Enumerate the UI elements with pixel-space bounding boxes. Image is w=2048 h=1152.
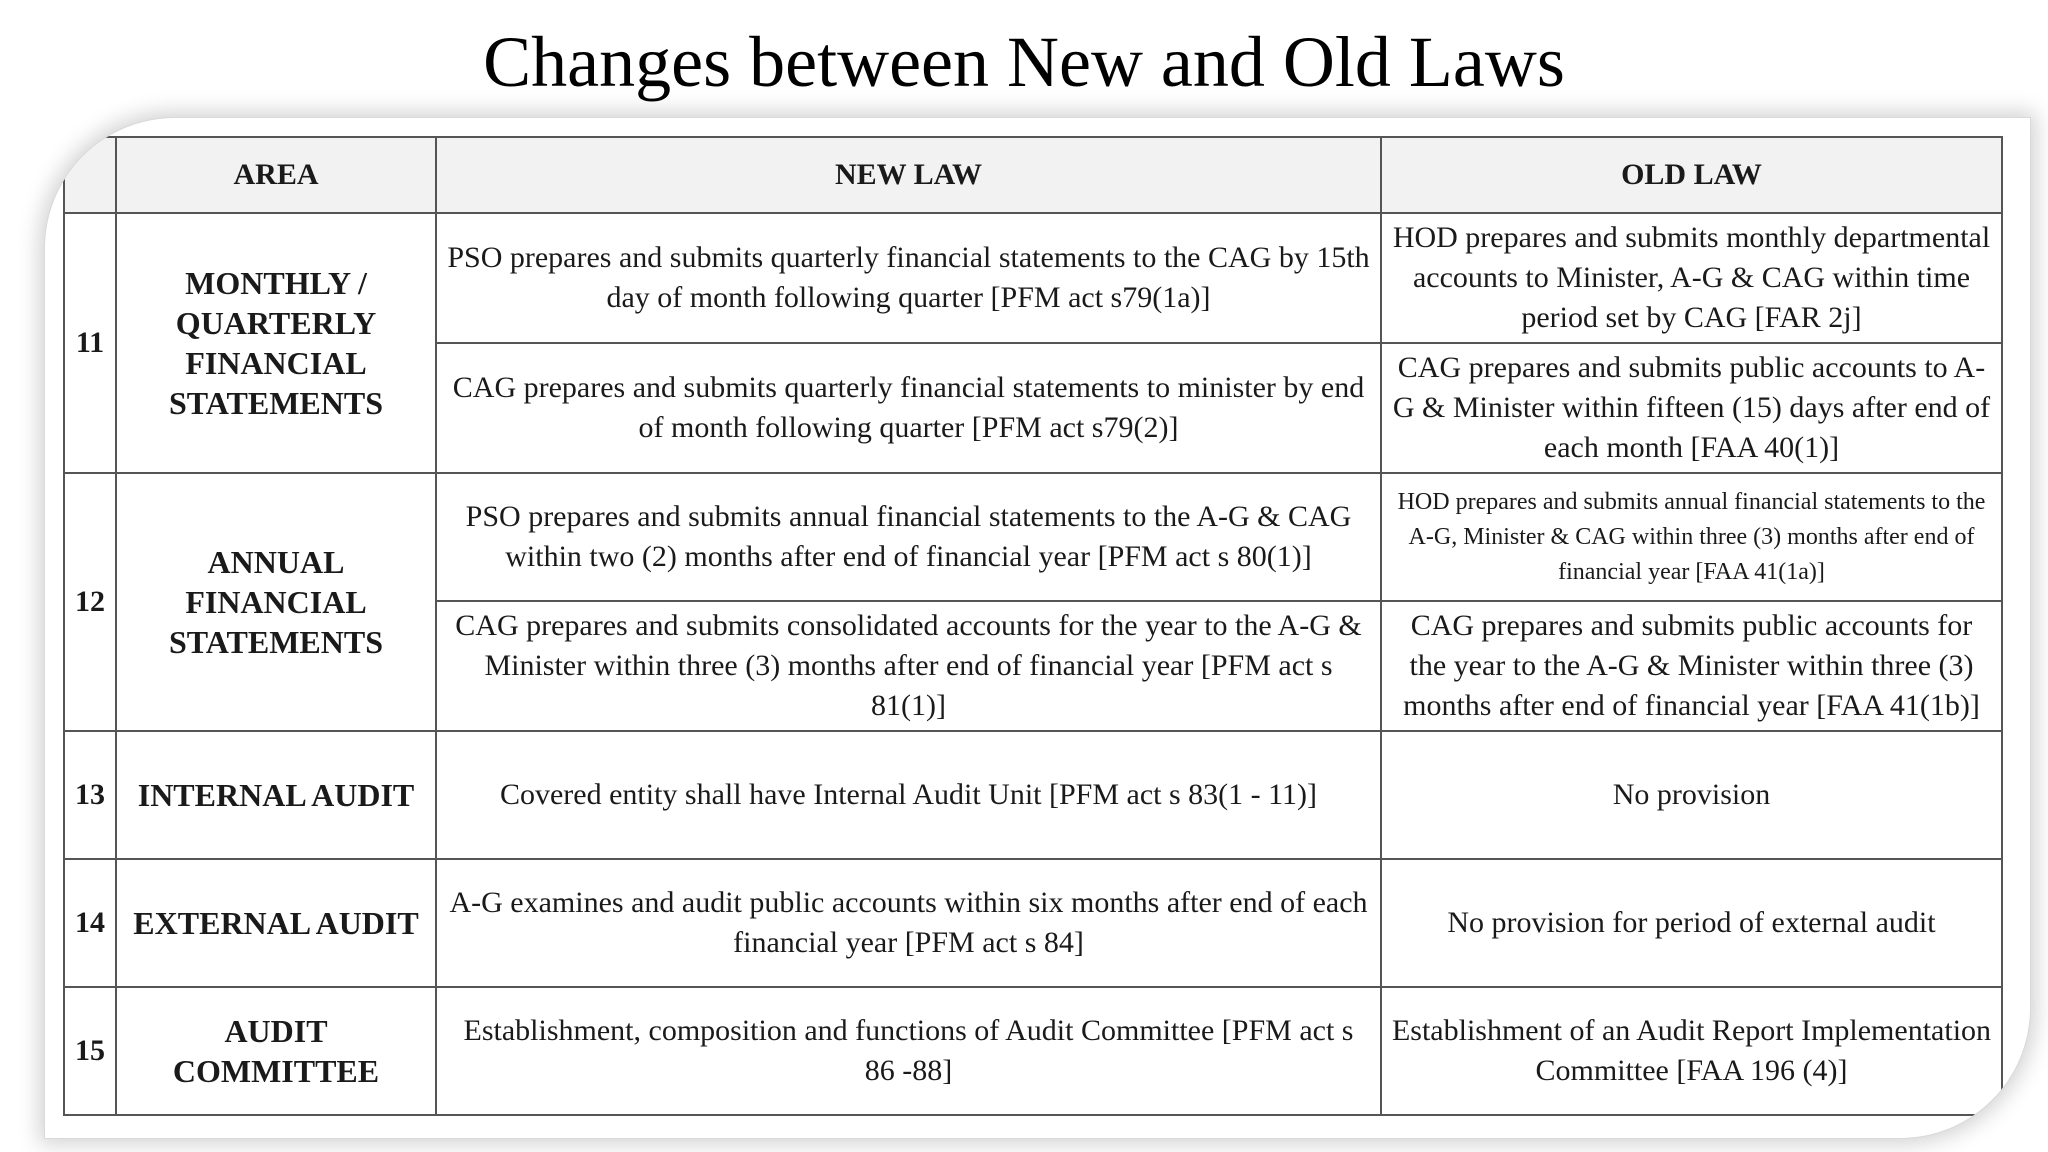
- old-law-cell: Establishment of an Audit Report Implementation Committee [FAA 196 (4)]: [1381, 987, 2002, 1115]
- row-area: MONTHLY / QUARTERLY FINANCIAL STATEMENTS: [116, 213, 436, 473]
- table-frame: [45, 118, 2030, 1138]
- old-law-cell: CAG prepares and submits public accounts to A-G & Minister within fifteen (15) days after end of each month [FAA 40(1)]: [1381, 343, 2002, 473]
- row-area: AUDIT COMMITTEE: [116, 987, 436, 1115]
- old-law-cell: No provision: [1381, 731, 2002, 859]
- new-law-cell: Establishment, composition and functions of Audit Committee [PFM act s 86 -88]: [436, 987, 1381, 1115]
- row-number: 12: [64, 473, 116, 731]
- table-row: [64, 987, 2002, 1115]
- new-law-cell: PSO prepares and submits annual financial statements to the A-G & CAG within two (2) months after end of financial year [PFM act s 80(1)]: [436, 473, 1381, 601]
- header-new-law: NEW LAW: [436, 137, 1381, 213]
- table-row: [64, 859, 2002, 987]
- row-area: EXTERNAL AUDIT: [116, 859, 436, 987]
- new-law-cell: A-G examines and audit public accounts within six months after end of each financial year [PFM act s 84]: [436, 859, 1381, 987]
- row-area: ANNUAL FINANCIAL STATEMENTS: [116, 473, 436, 731]
- row-number: 13: [64, 731, 116, 859]
- old-law-cell: No provision for period of external audit: [1381, 859, 2002, 987]
- old-law-cell: CAG prepares and submits public accounts for the year to the A-G & Minister within three (3) months after end of financial year [FAA 41(1b)]: [1381, 601, 2002, 731]
- table-container: [63, 136, 2001, 1116]
- row-number: 11: [64, 213, 116, 473]
- new-law-cell: PSO prepares and submits quarterly financial statements to the CAG by 15th day of month following quarter [PFM act s79(1a)]: [436, 213, 1381, 343]
- table-header-row: [64, 137, 2002, 213]
- table-row: [64, 213, 2002, 343]
- old-law-cell: HOD prepares and submits monthly departmental accounts to Minister, A-G & CAG within time period set by CAG [FAR 2j]: [1381, 213, 2002, 343]
- new-law-cell: CAG prepares and submits consolidated accounts for the year to the A-G & Minister within three (3) months after end of financial year [PFM act s 81(1)]: [436, 601, 1381, 731]
- page-title: Changes between New and Old Laws: [483, 22, 1565, 102]
- table-row: [64, 473, 2002, 601]
- new-law-cell: Covered entity shall have Internal Audit Unit [PFM act s 83(1 - 11)]: [436, 731, 1381, 859]
- row-area: INTERNAL AUDIT: [116, 731, 436, 859]
- comparison-table: [63, 136, 2003, 1116]
- row-number: 15: [64, 987, 116, 1115]
- old-law-cell: HOD prepares and submits annual financial statements to the A-G, Minister & CAG within three (3) months after end of financial year [FAA 41(1a)]: [1381, 473, 2002, 601]
- header-area: AREA: [116, 137, 436, 213]
- table-row: [64, 731, 2002, 859]
- new-law-cell: CAG prepares and submits quarterly financial statements to minister by end of month following quarter [PFM act s79(2)]: [436, 343, 1381, 473]
- header-number: [64, 137, 116, 213]
- header-old-law: OLD LAW: [1381, 137, 2002, 213]
- row-number: 14: [64, 859, 116, 987]
